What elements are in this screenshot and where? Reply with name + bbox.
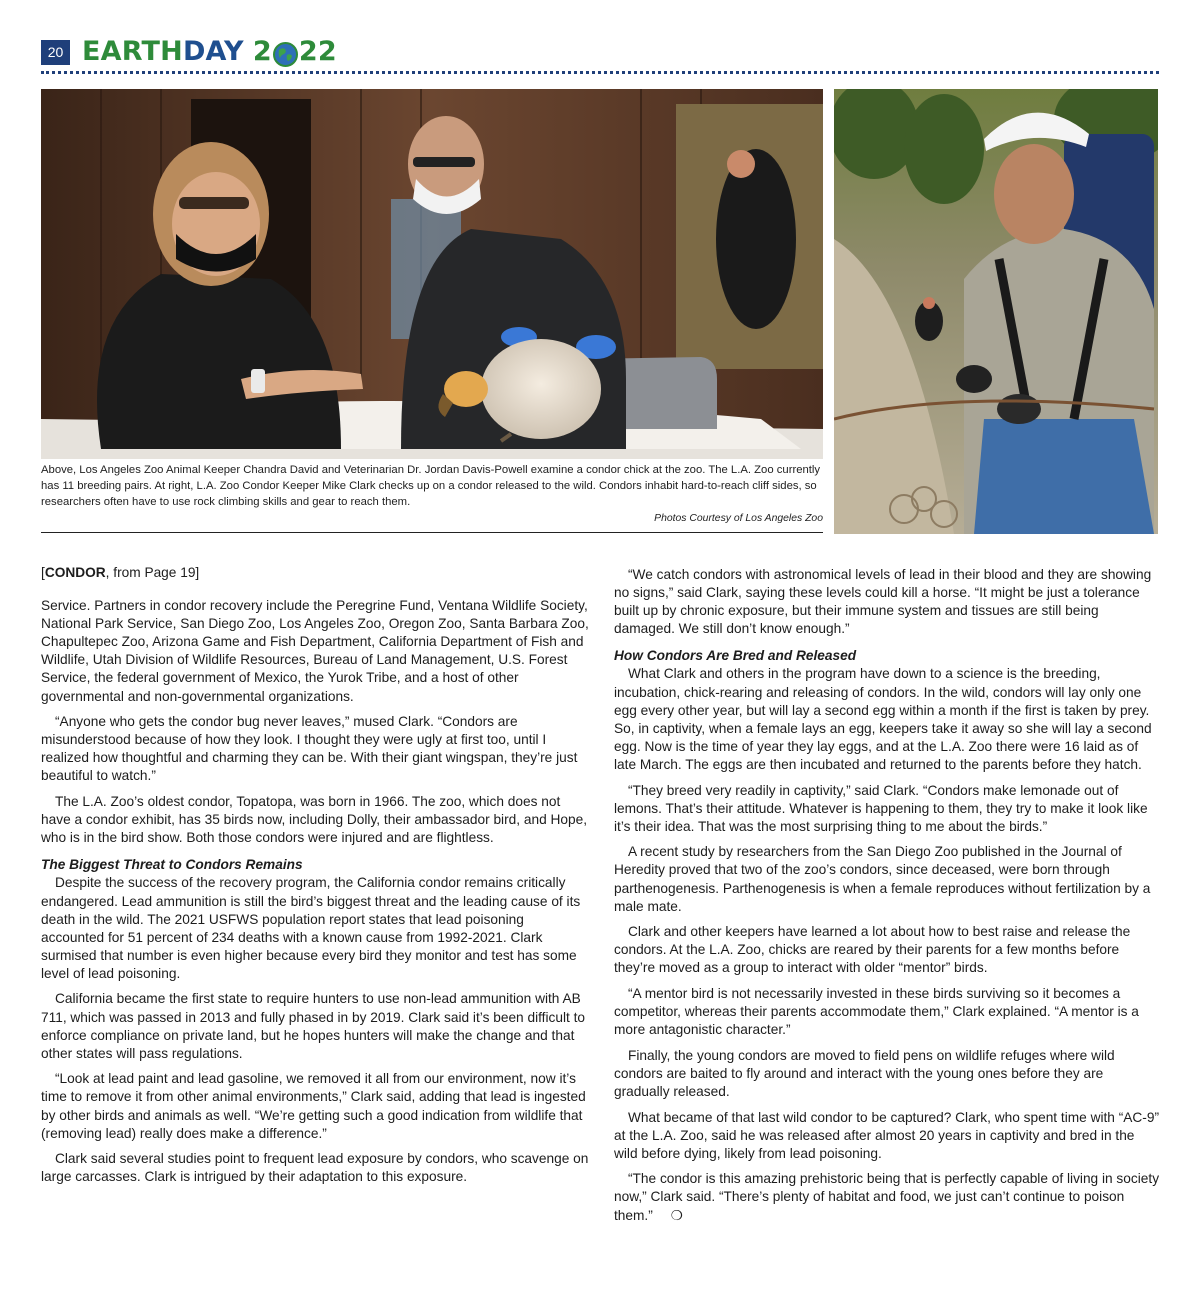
photo-condor-chick-exam	[41, 89, 823, 459]
photo-keeper-climbing	[834, 89, 1158, 534]
page-number: 20	[41, 40, 70, 65]
continued-page-ref: , from Page 19]	[105, 565, 200, 580]
end-mark-icon: ❍	[670, 1207, 684, 1223]
article-column-left	[41, 564, 589, 1194]
paragraph: Despite the success of the recovery program, the California condor remains critically endangered. Lead ammunition is still the bird’s biggest threat and the leading cause of its death in the wild. The 2021 USFWS population report states that lead poisoning accounted for 51 percent of 234 deaths with a known cause from 1992-2021. Clark surmised that number is even higher because every bird they monitor and test has some level of lead poisoning.	[41, 875, 581, 981]
paragraph: “We catch condors with astronomical levels of lead in their blood and they are showing no signs,” said Clark, saying these levels could kill a horse. “It might be just a tolerance built up by chronic exposure, but their immune system and tissues are still being damaged. We still don’t know enough.”	[614, 567, 1152, 637]
photo-caption: Above, Los Angeles Zoo Animal Keeper Chandra David and Veterinarian Dr. Jordan Davis-Powell examine a condor chick at the zoo. The L.A. Zoo currently has 11 breeding pairs. At right, L.A. Zoo Condor Keeper Mike Clark checks up on a condor released to the wild. Condors inhabit hard-to-reach cliff sides, so researchers often have to use rock climbing skills and gear to reach them.	[41, 464, 821, 509]
masthead-year	[253, 36, 337, 67]
paragraph: “Look at lead paint and lead gasoline, we removed it all from our environment, now it’s time to remove it from other animal environments,” Clark said, adding that lead is ingested by other birds and animals as well. “We’re getting such a good indication from wildlife that (removing lead) really does make a difference.”	[41, 1071, 586, 1141]
masthead-logo	[82, 36, 337, 70]
article-column-right	[614, 566, 1160, 1232]
paragraph: California became the first state to require hunters to use non-lead ammunition with AB 711, which was passed in 2013 and fully phased in by 2019. Clark said it’s been difficult to enforce compliance on private land, but he hopes hunters will make the change and that other states will pass regulations.	[41, 991, 586, 1061]
masthead-day: DAY	[182, 36, 244, 67]
masthead-year-start: 2	[252, 36, 272, 67]
paragraph: Clark said several studies point to frequent lead exposure by condors, who scavenge on large carcasses. Clark is intrigued by their adaptation to this exposure.	[41, 1151, 589, 1185]
subheading: How Condors Are Bred and Released	[614, 648, 857, 664]
continued-open-bracket: [	[41, 565, 45, 580]
caption-rule	[41, 532, 823, 533]
subheading: The Biggest Threat to Condors Remains	[41, 857, 303, 873]
paragraph: “A mentor bird is not necessarily invested in these birds surviving so it becomes a competitor, whereas their parents accommodate them,” Clark explained. “A mentor is a more antagonistic character.”	[614, 985, 1139, 1038]
paragraph: What Clark and others in the program have down to a science is the breeding, incubation, chick-rearing and releasing of condors. In the wild, condors will lay only one egg every other year, but will lay a second egg within a month if the first is taken by prey. So, in captivity, when a female lays an egg, keepers take it away so she will lay a second egg. Now is the time of year they lay eggs, and at the L.A. Zoo there were 16 laid as of late March. The eggs are then incubated and returned to the parents before they hatch.	[614, 666, 1152, 772]
paragraph: A recent study by researchers from the San Diego Zoo published in the Journal of Heredity proved that two of the zoo’s condors, since deceased, were born through parthenogenesis. Parthenogenesis is when a female reproduces without fertilization by a male mate.	[614, 844, 1151, 914]
header-dotted-rule	[41, 71, 1159, 74]
continued-from-note	[41, 564, 589, 582]
photo-credit: Photos Courtesy of Los Angeles Zoo	[654, 513, 823, 524]
paragraph: The L.A. Zoo’s oldest condor, Topatopa, was born in 1966. The zoo, which does not have a condor exhibit, has 35 birds now, including Dolly, their ambassador bird, and Hope, who is in the bird show. Both those condors were injured and are flightless.	[41, 794, 588, 846]
paragraph: Finally, the young condors are moved to field pens on wildlife refuges where wild condors are baited to fly around and interact with the young ones before they are gradually released.	[614, 1047, 1115, 1099]
paragraph: Service. Partners in condor recovery include the Peregrine Fund, Ventana Wildlife Society, National Park Service, San Diego Zoo, Los Angeles Zoo, Oregon Zoo, Santa Barbara Zoo, Chapultepec Zoo, Arizona Game and Fish Department, California Department of Fish and Wildlife, Utah Division of Wildlife Resources, Bureau of Land Management, U.S. Forest Service, the federal government of Mexico, the Yurok Tribe, and a host of other governmental and non-governmental organizations.	[41, 598, 589, 704]
masthead-year-end: 22	[298, 36, 337, 67]
final-paragraph-text: “The condor is this amazing prehistoric being that is perfectly capable of living in society now,” Clark said. “There’s plenty of habitat and food, we just can’t continue to poison them.”	[614, 1171, 1160, 1223]
paragraph: “Anyone who gets the condor bug never leaves,” mused Clark. “Condors are misunderstood because of how they look. I thought they were ugly at first too, until I realized how thoughtful and charming they can be. With their giant wingspan, they’re just beautiful to watch.”	[41, 714, 578, 784]
paragraph-final	[614, 1170, 1160, 1224]
paragraph: Clark and other keepers have learned a lot about how to best raise and release the condors. At the L.A. Zoo, chicks are reared by their parents for a few months before they’re moved as a group to interact with older “mentor” birds.	[614, 924, 1131, 976]
continued-keyword: CONDOR	[44, 565, 106, 580]
masthead-earth: EARTH	[82, 36, 183, 67]
globe-icon	[273, 42, 298, 67]
paragraph: What became of that last wild condor to be captured? Clark, who spent time with “AC-9” at the L.A. Zoo, said he was released after almost 20 years in captivity and bred in the wild before dying, likely from lead poisoning.	[614, 1109, 1160, 1161]
paragraph: “They breed very readily in captivity,” said Clark. “Condors make lemonade out of lemons. That’s their attitude. Whatever is happening to them, they try to make it look like it’s their idea. That was the most surprising thing to me about the birds.”	[614, 782, 1148, 834]
